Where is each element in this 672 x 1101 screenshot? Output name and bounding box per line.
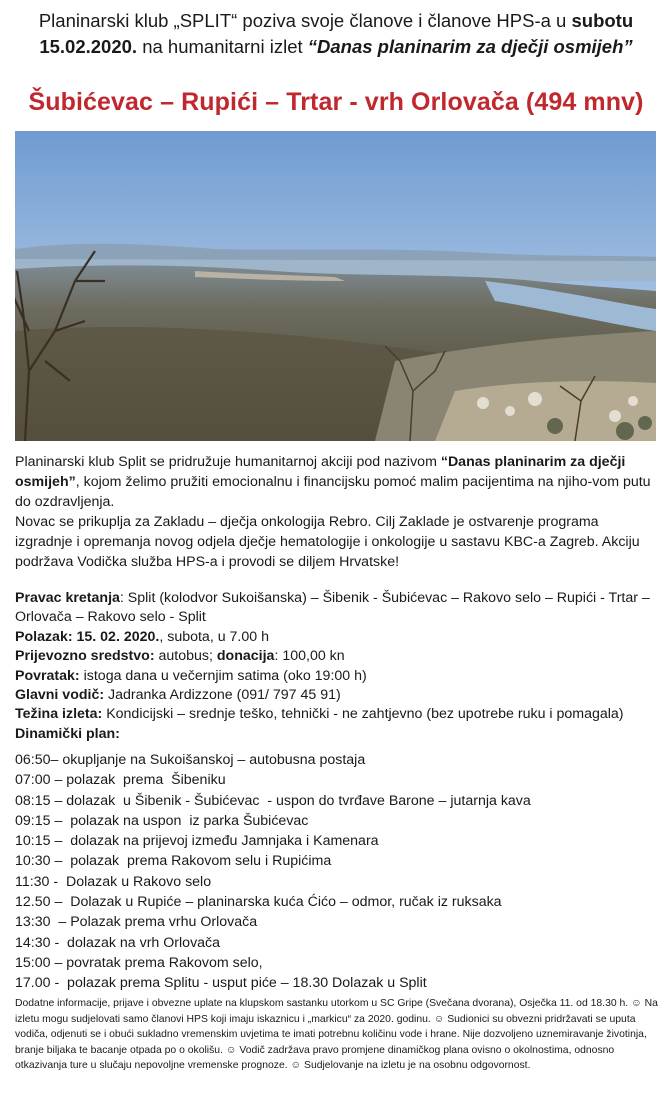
intro-day: subotu: [571, 10, 634, 31]
trip-details: [15, 589, 660, 744]
departure-text: , subota, u 7.00 h: [159, 628, 269, 645]
schedule-item: 13:30 – Polazak prema vrhu Orlovača: [15, 914, 258, 931]
difficulty-text: Kondicijski – srednje teško, tehnički - ne zahtjevno (bez upotrebe ruku i pomagala): [102, 706, 624, 723]
schedule-item: 10:30 – polazak prema Rakovom selu i Rupićima: [15, 853, 332, 870]
description-paragraph-2: Novac se prikuplja za Zakladu – dječja onkologija Rebro. Cilj Zaklade je ostvarenje programa izgradnje i opremanja novog odjela dječje hematologije i onkologije u sastavu KBC-a Zagreb. Akciju podržava Vodička služba HPS-a i provodi se diljem Hrvatske!: [15, 514, 640, 570]
guide-line: [15, 686, 660, 705]
return-text: istoga dana u večernjim satima (oko 19:00 h): [79, 667, 367, 684]
description-text: Planinarski klub Split se pridružuje humanitarnoj akciji pod nazivom: [15, 454, 441, 470]
description-paragraph-1: [15, 452, 660, 512]
plan-label: Dinamički plan:: [15, 725, 120, 742]
transport-line: [15, 647, 660, 666]
route-line: [15, 589, 660, 628]
intro-text: Planinarski klub „SPLIT“ poziva svoje članove i članove HPS-a u: [38, 10, 572, 31]
transport-text: autobus;: [154, 648, 217, 665]
difficulty-label: Težina izleta:: [15, 706, 103, 723]
difficulty-line: [15, 705, 660, 724]
route-label: Pravac kretanja: [15, 590, 120, 606]
route-title: Šubićevac – Rupići – Trtar - vrh Orlovača (494 mnv): [28, 88, 644, 116]
intro-mid: na humanitarni izlet: [137, 36, 308, 57]
schedule-item: 06:50– okupljanje na Sukoišanskoj – autobusna postaja: [15, 752, 366, 768]
footer-notes: Dodatne informacije, prijave i obvezne uplate na klupskom sastanku utorkom u SC Gripe (Svečana dvorana), Osječka 11. od 18.30 h. ☺ Na izletu mogu sudjelovati samo članovi HPS koji imaju iskaznicu i „markicu“ za 2020. godinu. ☺ Sudionici su obvezni pridržavati se uputa vodiča, odjenuti se i obući sukladno vremenskim uvjetima te imati potrebnu količinu vode i hrane. Nije dozvoljeno uznemiravanje životinja, branje biljaka te bacanje otpada po o okolišu. ☺ Vodič zadržava pravo promjene dinamičkog plana ovisno o okolnostima, odnosno otkazivanja ture u slučaju nepovoljne vremenske prognoze. ☺ Sudjelovanje na izletu je na osobnu odgovornost.: [15, 998, 658, 1072]
schedule-item: 09:15 – polazak na uspon iz parka Šubićevac: [15, 812, 309, 829]
schedule-item: 15:00 – povratak prema Rakovom selo,: [15, 954, 263, 971]
schedule-item: 10:15 – dolazak na prijevoj između Jamnjaka i Kamenara: [15, 833, 379, 850]
guide-label: Glavni vodič:: [15, 687, 105, 704]
intro-date: 15.02.2020.: [39, 36, 138, 57]
plan-heading: [15, 725, 660, 744]
route-text: : Split (kolodvor Sukoišanska) – Šibenik - Šubićevac – Rakovo selo – Rupići - Trtar – Orlovača – Rakovo selo - Split: [15, 590, 650, 626]
donation-text: : 100,00 kn: [274, 648, 345, 665]
schedule-item: 17.00 - polazak prema Splitu - usput piće – 18.30 Dolazak u Split: [15, 975, 427, 992]
donation-label: donacija: [216, 648, 275, 665]
landscape-photo: [15, 131, 656, 441]
schedule-list: [15, 750, 660, 994]
description: [15, 452, 660, 572]
schedule-item: 07:00 – polazak prema Šibeniku: [15, 772, 226, 789]
description-text-cont: , kojom želimo pružiti emocionalnu i financijsku pomoć malim pacijentima na njiho-vom putu do ozdravljenja.: [15, 474, 651, 510]
return-label: Povratak:: [15, 667, 80, 684]
transport-label: Prijevozno sredstvo:: [15, 648, 155, 665]
return-line: [15, 667, 660, 686]
invitation-intro: [10, 8, 662, 60]
action-name-bold: “Danas planinarim za dječji osmijeh”: [15, 454, 626, 490]
schedule-item: 14:30 - dolazak na vrh Orlovača: [15, 934, 221, 951]
departure-line: [15, 628, 660, 647]
schedule-item: 12.50 – Dolazak u Rupiće – planinarska kuća Ćićo – odmor, ručak iz ruksaka: [15, 894, 502, 911]
schedule-item: 11:30 - Dolazak u Rakovo selo: [15, 873, 212, 890]
schedule-item: 08:15 – dolazak u Šibenik - Šubićevac - uspon do tvrđave Barone – jutarnja kava: [15, 792, 531, 809]
action-name: “Danas planinarim za dječji osmijeh”: [307, 36, 633, 57]
departure-label: Polazak: 15. 02. 2020.: [15, 628, 160, 645]
guide-text: Jadranka Ardizzone (091/ 797 45 91): [104, 687, 341, 704]
